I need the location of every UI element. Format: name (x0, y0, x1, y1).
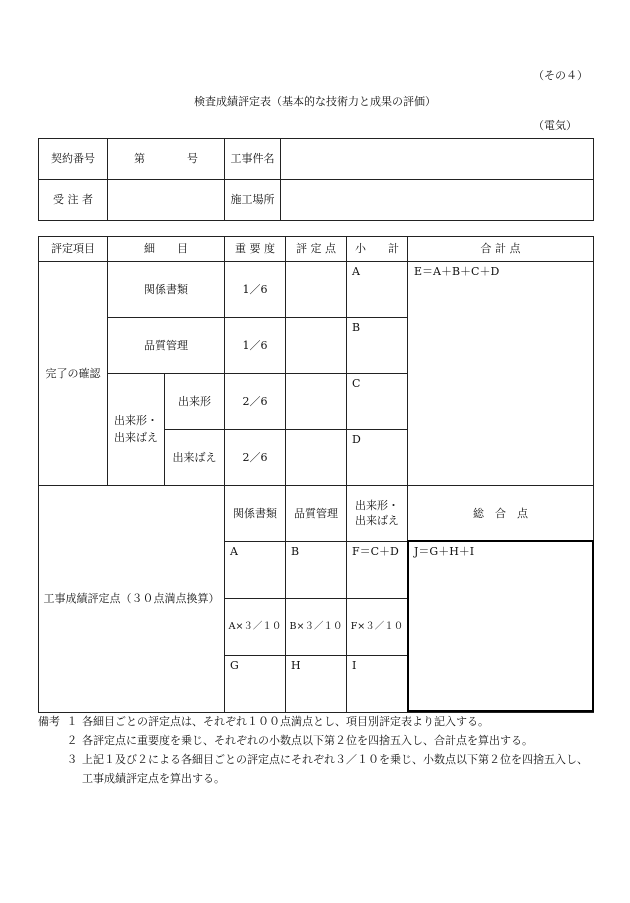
category-label: （電気） (533, 119, 577, 132)
score-dimensions[interactable] (286, 374, 347, 430)
category-completion: 完了の確認 (39, 262, 108, 486)
result-header-quality: 品質管理 (286, 486, 347, 542)
note-item (38, 731, 598, 750)
work-name-field[interactable] (281, 139, 594, 180)
score-quality[interactable] (286, 318, 347, 374)
contract-no-suffix: 号 (187, 152, 198, 166)
note-number: １ (66, 715, 78, 728)
result-b-times: B×３／１０ (286, 599, 347, 656)
subtotal-a[interactable]: A (347, 262, 408, 318)
score-finish[interactable] (286, 430, 347, 486)
header-score: 評 定 点 (286, 237, 347, 262)
weight-finish: 2／6 (225, 430, 286, 486)
page-number: （その４） (533, 69, 588, 82)
header-total: 合 計 点 (408, 237, 594, 262)
result-header-overall: 総 合 点 (408, 486, 594, 542)
result-header-documents: 関係書類 (225, 486, 286, 542)
evaluation-table (38, 236, 594, 713)
header-eval-item: 評定項目 (39, 237, 108, 262)
site-field[interactable] (281, 180, 594, 221)
result-label: 工事成績評定点（３０点満点換算） (39, 486, 225, 713)
detail-dimensions: 出来形 (165, 374, 225, 430)
result-a: A (225, 542, 286, 599)
note-number: ２ (66, 734, 78, 747)
contract-no-prefix: 第 (134, 152, 145, 166)
note-text: 各細目ごとの評定点は、それぞれ１００点満点とし、項目別評定表より記入する。 (82, 715, 489, 728)
subtotal-d[interactable]: D (347, 430, 408, 486)
detail-documents: 関係書類 (108, 262, 225, 318)
result-g[interactable]: G (225, 656, 286, 713)
result-i[interactable]: I (347, 656, 408, 713)
detail-finish: 出来ばえ (165, 430, 225, 486)
detail-quality: 品質管理 (108, 318, 225, 374)
page-title: 検査成績評定表（基本的な技術力と成果の評価） (194, 95, 436, 108)
notes-heading: 備考 (38, 715, 60, 728)
info-table (38, 138, 594, 221)
result-f: F＝C＋D (347, 542, 408, 599)
note-item (38, 712, 598, 731)
weight-quality: 1／6 (225, 318, 286, 374)
result-a-times: A×３／１０ (225, 599, 286, 656)
score-documents[interactable] (286, 262, 347, 318)
site-label: 施工場所 (225, 180, 281, 221)
overall-formula-j[interactable]: J＝G＋H＋I (408, 542, 594, 713)
header-detail: 細 目 (108, 237, 225, 262)
note-text: 上記１及び２による各細目ごとの評定点にそれぞれ３／１０を乗じ、小数点以下第２位を四捨五入し、工事成績評定点を算出する。 (82, 753, 588, 785)
result-h[interactable]: H (286, 656, 347, 713)
weight-documents: 1／6 (225, 262, 286, 318)
work-name-label: 工事件名 (225, 139, 281, 180)
header-subtotal: 小 計 (347, 237, 408, 262)
subtotal-c[interactable]: C (347, 374, 408, 430)
note-number: ３ (66, 753, 78, 766)
note-item (38, 750, 598, 788)
contractor-field[interactable] (108, 180, 225, 221)
group-workmanship: 出来形・ 出来ばえ (108, 374, 165, 486)
result-b: B (286, 542, 347, 599)
weight-dimensions: 2／6 (225, 374, 286, 430)
result-f-times: F×３／１０ (347, 599, 408, 656)
header-weight: 重 要 度 (225, 237, 286, 262)
note-text: 各評定点に重要度を乗じ、それぞれの小数点以下第２位を四捨五入し、合計点を算出する。 (82, 734, 533, 747)
contract-no-field[interactable] (108, 139, 225, 180)
subtotal-b[interactable]: B (347, 318, 408, 374)
result-header-workmanship: 出来形・ 出来ばえ (347, 486, 408, 542)
total-formula-e[interactable]: E＝A＋B＋C＋D (408, 262, 594, 486)
notes-section (38, 712, 598, 788)
contractor-label: 受 注 者 (39, 180, 108, 221)
contract-no-label: 契約番号 (39, 139, 108, 180)
